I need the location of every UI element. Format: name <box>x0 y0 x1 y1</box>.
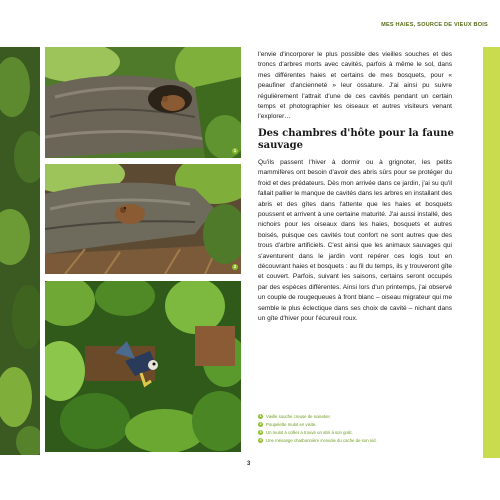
photo-captions <box>258 414 453 449</box>
caption-number: 3 <box>259 430 262 434</box>
caption-number: 2 <box>259 422 262 426</box>
left-page-edge-photo <box>0 47 40 455</box>
section-heading: Des chambres d'hôte pour la faune sauvage <box>258 128 454 151</box>
caption-number: 1 <box>259 414 262 418</box>
photo-stump-mouse <box>45 47 241 158</box>
intro-paragraph <box>258 50 452 123</box>
caption-item <box>258 414 453 422</box>
intro-text: l'envie d'incorporer le plus possible des vieilles souches et des troncs d'arbres morts avec cavités, parfois à même le sol, dans mes différentes haies et certains de mes bosquets, pour « peaufiner d'ancienneté » leur ossature. J'ai ainsi pu suivre régulièrement l'attrait d'une de ces cavités pendant un certain temps et photographier les oiseaux et autres visiteurs venant l'explorer… <box>258 51 452 121</box>
photo-log-mouse <box>45 164 241 274</box>
caption-text: Vieille souche creuse de noisetier. <box>266 414 331 419</box>
page-edge-accent-band <box>483 47 500 458</box>
caption-text: Un mulot à collier a trouvé un abri à son goût. <box>266 430 353 435</box>
running-header <box>338 22 488 34</box>
caption-number: 4 <box>259 438 262 442</box>
page-number: 3 <box>247 461 251 467</box>
caption-text: Une mésange charbonnière s'envole du cache de son nid. <box>266 438 377 443</box>
caption-item <box>258 422 453 430</box>
photo-ivy-bird <box>45 281 241 452</box>
main-paragraph <box>258 158 452 325</box>
running-title: MES HAIES, SOURCE DE VIEUX BOIS <box>381 22 488 28</box>
caption-item <box>258 438 453 449</box>
photo-marker: 2 <box>233 264 237 269</box>
photo-marker: 1 <box>233 148 237 153</box>
main-text: Qu'ils passent l'hiver à dormir ou à grignoter, les petits mammifères ont besoin d'avoir des abris sûrs pour se protéger du froid et des prédateurs. Dès mon arrivée dans ce jardin, j'ai su qu'il fallait pallier le manque de cavités dans les arbres en installant des abris et des gîtes dans l'attente que les haies et bosquets poussent et arrivent à une certaine maturité. J'ai aussi installé, des nichoirs pour les oiseaux dans les haies, bosquets et autres boisés, puisque ces cavités tout confort ne sont autres que des trous d'arbre artificiels. C'est ainsi que les animaux sauvages qui s'aventurent dans le jardin vont repérer ces logis tout en découvrant haies et bosquets : au fil du temps, ils y trouveront gîte et couvert. Parfois, suivant les saisons, certains seront occupés par des espèces différentes. Ainsi lors d'un printemps, j'ai observé un couple de rougequeues à front blanc – oiseau migrateur qui me semble le plus éclectique dans ses choix de cavité – nichant dans un gîte d'hiver pour l'écureuil roux. <box>258 159 452 323</box>
caption-text: Poupelette mulot en visite. <box>266 422 317 427</box>
caption-item <box>258 430 453 438</box>
